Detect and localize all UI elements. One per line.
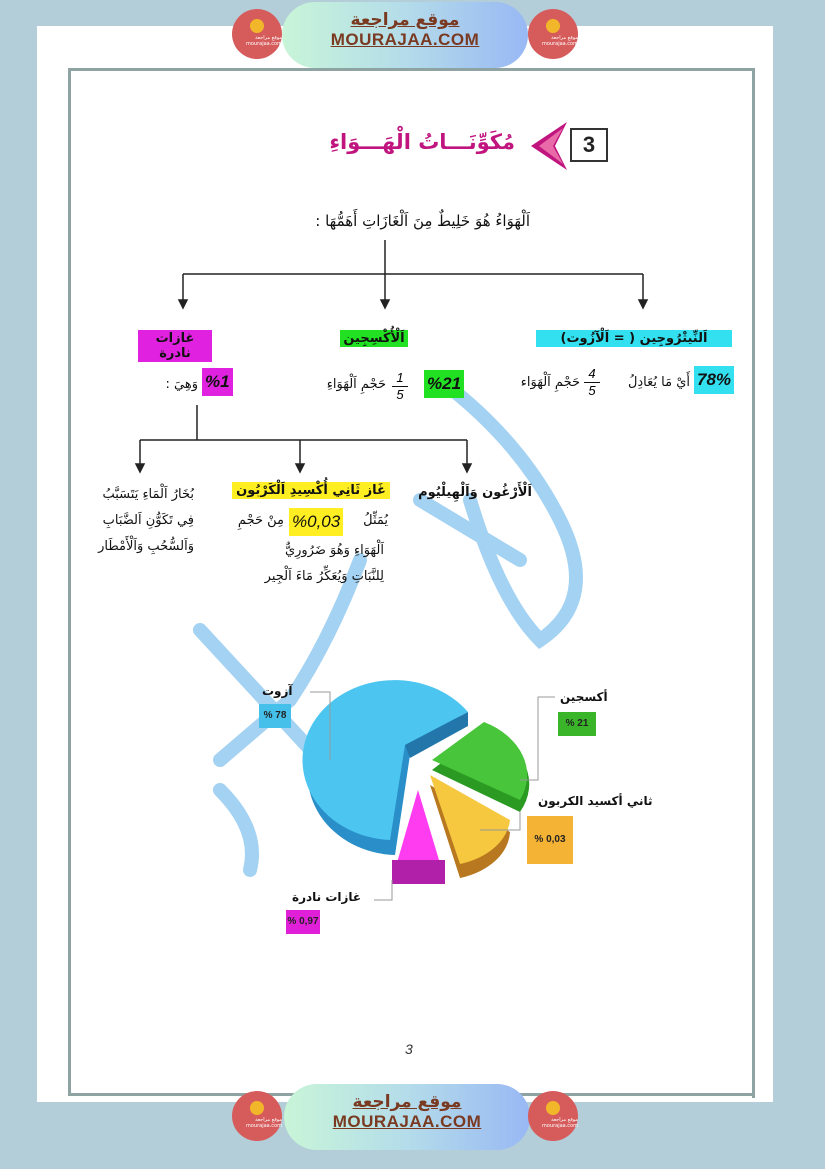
argon-helium-label: اَلْأَرْغُون وَاَلْهِيلْيُوم <box>418 485 532 500</box>
site-name-arabic[interactable]: موقع مراجعة <box>352 1092 462 1112</box>
co2-line1-pre: يُمَثِّلُ <box>363 513 388 528</box>
co2-line1-post: مِنْ حَجْمِ <box>237 513 284 528</box>
co2-line3: لِلنَّبَاتِ وَيُعَكِّرُ مَاءَ اَلْجِير <box>264 569 384 584</box>
rare-gases-label: غازات نادرة <box>138 330 212 362</box>
nitrogen-label: اَلنِّيتْرُوجِين ( = اَلْآزُوت) <box>536 330 732 347</box>
nitrogen-percent: 78% <box>694 366 734 394</box>
intro-sentence: اَلْهَوَاءُ هُوَ خَلِيطٌ مِنَ اَلْغَازَاتِ أَهَمُّهَا : <box>315 212 530 230</box>
section-number: 3 <box>570 128 608 162</box>
site-logo-badge[interactable]: موقع مراجعة mourajaa.com <box>232 9 282 59</box>
rare-gases-percent: %1 <box>202 368 233 396</box>
water-vapor-line1: بُخَارُ اَلْمَاءِ يَتَسَبَّبُ <box>102 487 194 502</box>
nitrogen-fraction: $\frac{4}{5}$ <box>584 366 600 399</box>
site-logo-badge[interactable]: موقع مراجعة mourajaa.com <box>528 1091 578 1141</box>
nitrogen-text: أَيْ مَا يُعَادِلُ <box>627 375 690 390</box>
chart-label-nitrogen: آزوت <box>262 684 293 698</box>
logo-icon <box>546 1101 560 1115</box>
site-name-latin[interactable]: MOURAJAA.COM <box>332 1112 482 1131</box>
chart-label-co2: ثاني أكسيد الكربون <box>538 794 653 808</box>
logo-icon <box>250 1101 264 1115</box>
page-number: 3 <box>405 1041 413 1057</box>
chart-label-oxygen: أكسجين <box>560 690 608 704</box>
water-vapor-line3: وَاَلسُّحُبِ وَاَلْأَمْطَار <box>98 539 194 554</box>
chart-label-rare: غازات نادرة <box>292 890 362 904</box>
co2-label: غَاز ثَانِي أُكْسِيدِ اَلْكَرْبُون <box>232 482 390 499</box>
oxygen-label: اَلْأُكْسِجِين <box>340 330 408 347</box>
site-logo-badge[interactable]: موقع مراجعة mourajaa.com <box>528 9 578 59</box>
section-title: مُكَوِّنَـــاتُ الْهَـــوَاءِ <box>329 130 515 154</box>
oxygen-percent: %21 <box>424 370 464 398</box>
oxygen-fraction: $\frac{1}{5}$ <box>392 370 408 403</box>
site-logo-badge[interactable]: موقع مراجعة mourajaa.com <box>232 1091 282 1141</box>
chart-value-rare: % 0,97 <box>286 910 320 934</box>
site-name-latin[interactable]: MOURAJAA.COM <box>330 30 480 49</box>
co2-line2: اَلْهَوَاءِ وَهُوَ ضَرُورِيٌّ <box>284 543 384 558</box>
rare-gases-tail: وَهِيَ : <box>165 377 198 392</box>
chart-value-nitrogen: % 78 <box>259 704 291 728</box>
co2-percent: %0,03 <box>289 508 343 536</box>
site-banner-bottom <box>0 1082 825 1152</box>
water-vapor-line2: فِي تَكَوُّنِ اَلضَّبَابِ <box>102 513 194 528</box>
site-name-arabic[interactable]: موقع مراجعة <box>350 10 460 30</box>
site-link-pill[interactable] <box>284 1084 530 1150</box>
chart-value-oxygen: % 21 <box>558 712 596 736</box>
oxygen-tail: حَجْمِ اَلْهَوَاءِ <box>326 377 386 392</box>
chart-value-co2: % 0,03 <box>527 816 573 864</box>
nitrogen-tail: حَجْمِ اَلْهَوَاء <box>520 375 580 390</box>
